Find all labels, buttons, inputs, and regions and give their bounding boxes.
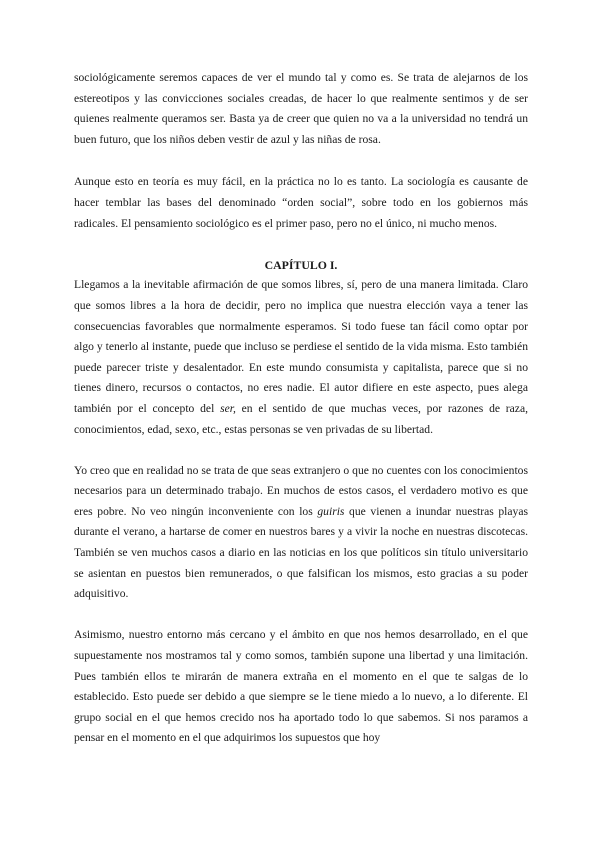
text-segment: Asimismo, nuestro entorno más cercano y el ámbito en que nos hemos desarrollado, en el que supuestamente nos mostramos tal y como somos, también supone una libertad y una limitación. Pues también ellos te mirarán de manera extraña en el momento en el que te salgas de lo establecido. Esto puede ser debido a que siempre se le tiene miedo a lo nuevo, a lo diferente. El grupo social en el que hemos crecido nos ha aportado todo lo que sabemos. Si nos paramos a pensar en el momento en el que adquirimos los supuestos que hoy bbox=[74, 628, 528, 745]
chapter-paragraph-1 bbox=[74, 275, 528, 440]
chapter-paragraph-3 bbox=[74, 625, 528, 749]
paragraph-1: sociológicamente seremos capaces de ver el mundo tal y como es. Se trata de alejarnos de los estereotipos y las convicciones sociales creadas, de hacer lo que realmente sentimos y de ser quienes realmente queramos ser. Basta ya de creer que quien no va a la universidad no tendrá un buen futuro, que los niños deben vestir de azul y las niñas de rosa. bbox=[74, 71, 528, 146]
text-segment: Llegamos a la inevitable afirmación de que somos libres, sí, pero de una manera limitada. Claro que somos libres a la hora de decidir, pero no implica que nuestra elección vaya a tener las consecuencias favorables que normalmente esperamos. Si todo fuese tan fácil como optar por algo y tenerlo al instante, puede que incluso se perdiese el sentido de la vida misma. Esto también puede parecer triste y desalentador. En este mundo consumista y capitalista, parece que si no tienes dinero, recursos o contactos, no eres nadie. El autor difiere en este aspecto, pues alega también por el concepto del bbox=[74, 278, 528, 415]
paragraph-2: Aunque esto en teoría es muy fácil, en la práctica no lo es tanto. La sociología es causante de hacer temblar las bases del denominado “orden social”, sobre todo en los gobiernos más radicales. El pensamiento sociológico es el primer paso, pero no el único, ni mucho menos. bbox=[74, 175, 528, 230]
text-segment: Yo creo que en realidad no se trata de que seas extranjero o que no cuentes con los conocimientos necesarios para un determinado trabajo. En muchos de estos casos, el verdadero motivo es que eres pobre. No veo ningún inconveniente con los bbox=[74, 463, 528, 518]
document-page bbox=[74, 68, 528, 770]
text-segment: en el sentido de que muchas veces, por razones de raza, conocimientos, edad, sexo, etc., estas personas se ven privadas de su libertad. bbox=[74, 401, 528, 436]
text-segment: que vienen a inundar nuestras playas durante el verano, a hartarse de comer en nuestros bares y a vivir la noche en nuestras discotecas. También se ven muchos casos a diario en las noticias en los que políticos sin título universitario se asientan en puestos bien remunerados, o que falsifican los mismos, esto gracias a su poder adquisitivo. bbox=[74, 504, 528, 601]
italic-term: guiris bbox=[317, 504, 345, 518]
chapter-heading: CAPÍTULO I. bbox=[264, 257, 338, 272]
chapter-paragraph-2 bbox=[74, 461, 528, 605]
italic-term: ser, bbox=[220, 401, 236, 415]
